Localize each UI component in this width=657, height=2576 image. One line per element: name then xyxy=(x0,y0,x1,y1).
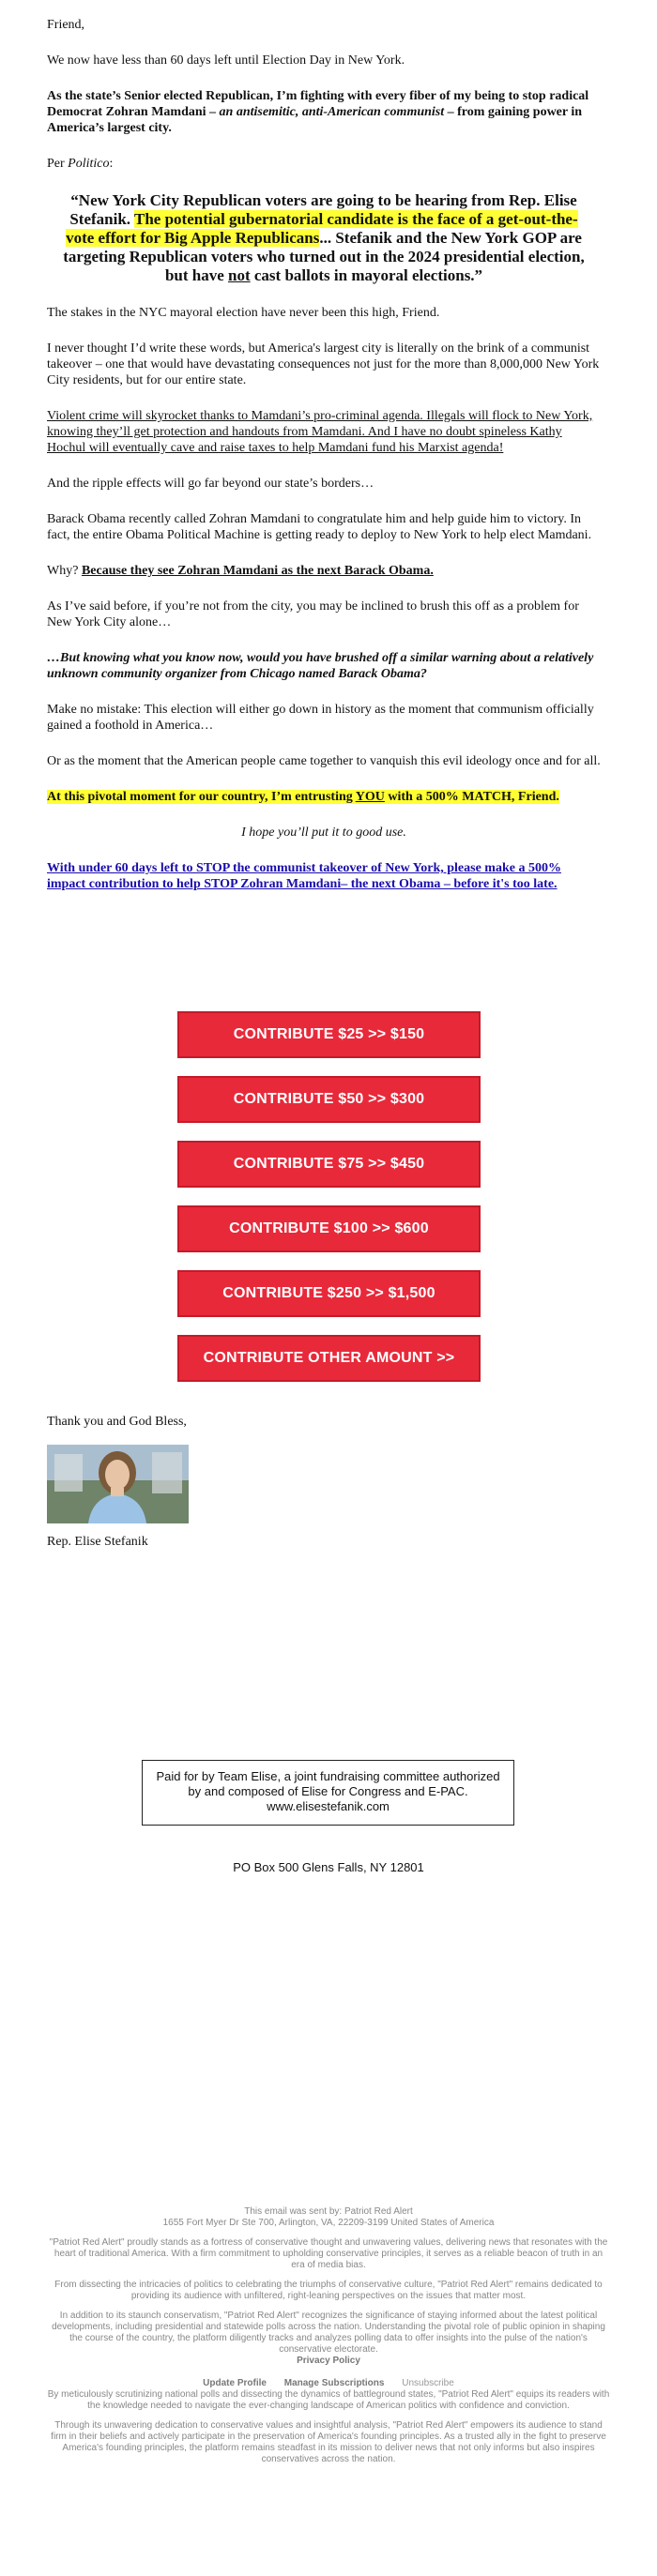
manage-subscriptions-link[interactable]: Manage Subscriptions xyxy=(283,2378,385,2388)
footer-para-3: In addition to its staunch conservatism, "Patriot Red Alert" recognizes the significance of staying informed about the latest political developments, including presidential and statewide polls across the nation. Understanding the pivotal role of public opinion in shaping the course of the country, the platform diligently tracks and analyzes polling data to offer insights into the pulse of the nation's conservative electorate. xyxy=(52,2311,605,2355)
paragraph-obama-call: Barack Obama recently called Zohran Mamdani to congratulate him and help guide him to victory. In fact, the entire Obama Political Machine is getting ready to deploy to New York to help elect Mamdani. xyxy=(47,512,592,542)
letter-body xyxy=(47,17,601,912)
paragraph-ripple: And the ripple effects will go far beyond our state’s borders… xyxy=(47,477,374,491)
stefanik-photo xyxy=(47,1445,189,1523)
footer-para-1: "Patriot Red Alert" proudly stands as a fortress of conservative thought and unwavering values, delivering news that resonates with the heart of traditional America. With a firm commitment to upholding conservative principles, it serves as a reliable beacon of truth in an era of media bias. xyxy=(49,2237,608,2270)
footer-para-5: Through its unwavering dedication to conservative values and insightful analysis, "Patriot Red Alert" empowers its audience to stand firm in their beliefs and actively participate in the preservation of America's founding principles. As a trusted ally in the fight to preserve America's founding principles, the platform remains steadfast in its mission to deliver news that not only informs but also inspires conservatives across the nation. xyxy=(51,2420,606,2464)
email-footer xyxy=(47,2206,610,2474)
contribution-link[interactable]: With under 60 days left to STOP the communist takeover of New York, please make a 500% impact contribution to help STOP Zohran Mamdani– the next Obama – before it's too late. xyxy=(47,861,561,891)
contribute-250-button[interactable]: CONTRIBUTE $250 >> $1,500 xyxy=(177,1270,481,1317)
footer-address: 1655 Fort Myer Dr Ste 700, Arlington, VA, 22209-3199 United States of America xyxy=(162,2218,495,2228)
paragraph-why: Why? Because they see Zohran Mamdani as the next Barack Obama. xyxy=(47,564,434,578)
greeting: Friend, xyxy=(47,18,85,32)
contribute-75-button[interactable]: CONTRIBUTE $75 >> $450 xyxy=(177,1141,481,1188)
next-obama-statement: Because they see Zohran Mamdani as the next Barack Obama. xyxy=(81,564,434,578)
contribute-50-button[interactable]: CONTRIBUTE $50 >> $300 xyxy=(177,1076,481,1123)
footer-para-2: From dissecting the intricacies of politics to celebrating the triumphs of conservative culture, "Patriot Red Alert" remains dedicated to providing its audience with unfiltered, right-leaning perspectives on the issues that matter most. xyxy=(54,2280,603,2301)
contribute-100-button[interactable]: CONTRIBUTE $100 >> $600 xyxy=(177,1205,481,1252)
paragraph-brush-off: As I’ve said before, if you’re not from the city, you may be inclined to brush this off as a problem for New York City alone… xyxy=(47,599,579,629)
contribute-other-button[interactable]: CONTRIBUTE OTHER AMOUNT >> xyxy=(177,1335,481,1382)
match-highlight: At this pivotal moment for our country, I’m entrusting YOU with a 500% MATCH, Friend. xyxy=(47,790,559,804)
paragraph-good-use: I hope you’ll put it to good use. xyxy=(241,826,406,840)
bold-text-end: – from gaining power in America’s largest city. xyxy=(47,105,583,135)
you-underlined: YOU xyxy=(355,790,385,804)
paragraph-fighting xyxy=(47,88,601,136)
footer-sender: This email was sent by: Patriot Red Alert 1655 Fort Myer Dr Ste 700, Arlington, VA, 22209-3199 United States of America xyxy=(162,2206,495,2228)
highlighted-quote: The potential gubernatorial candidate is the face of a get-out-the-vote effort for Big Apple Republicans xyxy=(66,210,578,247)
portrait-illustration xyxy=(47,1445,189,1523)
paid-for-disclaimer: Paid for by Team Elise, a joint fundraising committee authorized by and composed of Elise for Congress and E-PAC. www.elisestefanik.com xyxy=(142,1760,514,1826)
paragraph-violent-crime: Violent crime will skyrocket thanks to Mamdani’s pro-criminal agenda. Illegals will flock to New York, knowing they’ll get protection and handouts from Mamdani. And I have no doubt spineless Kathy Hochul will eventually cave and raise taxes to help Mamdani fund his Marxist agenda! xyxy=(47,409,593,455)
footer-para-4: By meticulously scrutinizing national polls and dissecting the dynamics of battleground states, "Patriot Red Alert" equips its readers with the knowledge needed to navigate the ever-changing landscape of American politics with confidence and conviction. xyxy=(47,2389,610,2411)
footer-links xyxy=(47,2378,610,2389)
paragraph-match xyxy=(47,789,601,805)
contribute-25-button[interactable]: CONTRIBUTE $25 >> $150 xyxy=(177,1011,481,1058)
politico-quote: “New York City Republican voters are going to be hearing from Rep. Elise Stefanik. The potential gubernatorial candidate is the face of a get-out-the-vote effort for Big Apple Republicans... Stefanik and the New York GOP are targeting Republican voters who turned out in the 2024 presidential election, but have not cast ballots in mayoral elections.” xyxy=(63,191,585,284)
signoff: Thank you and God Bless, xyxy=(47,1415,187,1429)
paragraph-stakes: The stakes in the NYC mayoral election have never been this high, Friend. xyxy=(47,306,440,320)
paragraph-days-left: We now have less than 60 days left until Election Day in New York. xyxy=(47,53,405,68)
unsubscribe-link[interactable]: Unsubscribe xyxy=(402,2378,454,2388)
underlined-not: not xyxy=(228,266,251,284)
paragraph-history: Make no mistake: This election will either go down in history as the moment that communism officially gained a foothold in America… xyxy=(47,703,594,733)
bold-italic-text: an antisemitic, anti-American communist xyxy=(219,105,445,119)
update-profile-link[interactable]: Update Profile xyxy=(203,2378,267,2388)
bold-text: As the state’s Senior elected Republican, I’m fighting with every fiber of my being to stop radical Democrat Zohran Mamdani – xyxy=(47,89,589,119)
po-box-address: PO Box 500 Glens Falls, NY 12801 xyxy=(233,1860,424,1874)
paragraph-vanquish: Or as the moment that the American people came together to vanquish this evil ideology once and for all. xyxy=(47,754,601,768)
contribution-buttons xyxy=(177,1011,481,1400)
paragraph-per-politico: Per Politico: xyxy=(47,157,114,171)
source-politico: Politico xyxy=(68,157,110,171)
paragraph-knowing: …But knowing what you know now, would you have brushed off a similar warning about a relatively unknown community organizer from Chicago named Barack Obama? xyxy=(47,651,594,681)
privacy-policy-link[interactable]: Privacy Policy xyxy=(297,2356,360,2366)
paragraph-takeover: I never thought I’d write these words, but America's largest city is literally on the brink of a communist takeover – one that would have devastating consequences not just for the more than 8,000,000 New York City residents, but for our entire state. xyxy=(47,341,600,387)
signature-name: Rep. Elise Stefanik xyxy=(47,1535,148,1549)
cta-paragraph xyxy=(47,860,601,892)
